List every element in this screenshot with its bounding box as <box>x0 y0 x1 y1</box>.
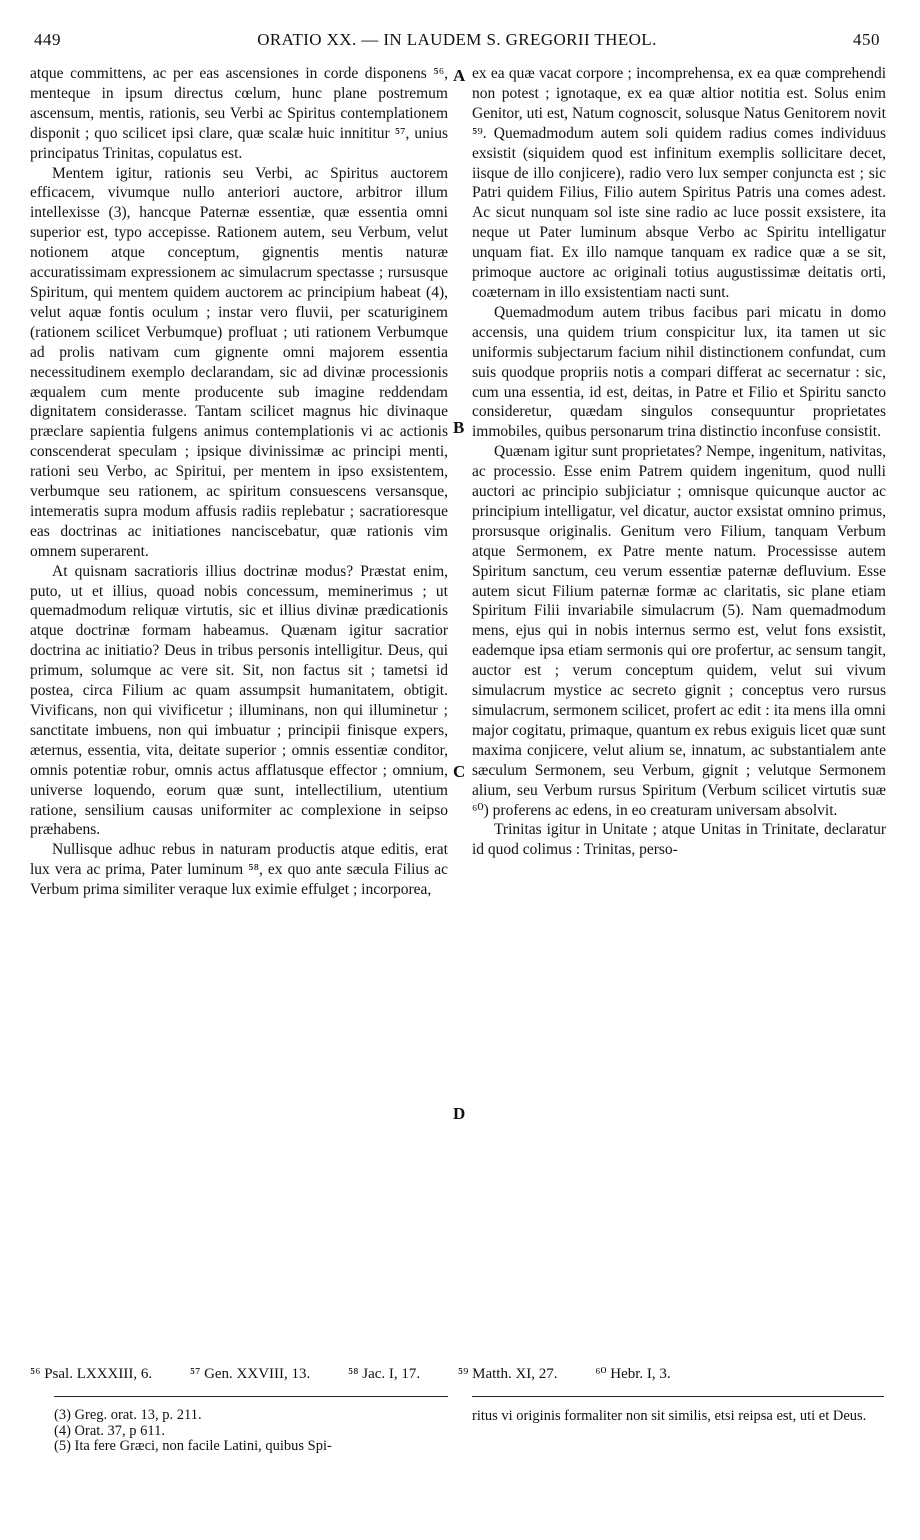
paragraph: Quænam igitur sunt proprietates? Nempe, ingenitum, nativitas, ac processio. Esse enim Patrem quidem ingenitum, quod nulli auctori ac principio subjiciatur ; omnisque quicunque auctor ac principium intelligatur, vel dicatur, auctor exsistat omnino primus, prorsusque originalis. Genitum vero Filium, tanquam Verbum atque Sermonem, ex Patre mente natum. Processisse autem Spiritum sanctum, ceu verum essentiæ paternæ defluvium. Esse autem sicut Filium paternæ formæ ac claritatis, sic plane etiam Spiritum Filii invariabile simulacrum (5). Nam quemadmodum mens, ejus qui in nobis internus sermo est, velut fons exsistit, eademque ipsa etiam sermonis qui ore profertur, ac sensum tangit, auctor est ; verum conceptum quidem, velut sui vivum simulacrum mystice ac secreto gignit ; conceptus vero rursus simulacrum, sermonem scilicet, profert ac edit : ita mens illa omni major cogitatu, primaque, quantum ex rebus exiguis licet quæ sunt maxima conjicere, velut alium se, innatum, ac substantialem ante sæculum Sermonem, seu Verbum, gignit ; velutque Sermonem alium, seu Verbum rursus Spiritum (Verbum scilicet virtutis suæ ⁶⁰) proferens ac edens, in eo creaturam universam absolvit. <box>472 443 886 819</box>
footnote: (3) Greg. orat. 13, p. 211. <box>54 1407 202 1423</box>
scripture-note: ⁵⁷ Gen. XXVIII, 13. <box>189 1366 311 1382</box>
footnotes-left <box>54 1408 448 1455</box>
right-column <box>472 64 886 860</box>
scripture-note: ⁶⁰ Hebr. I, 3. <box>595 1366 671 1382</box>
page-number-right: 450 <box>853 30 880 49</box>
margin-mark-c: C <box>453 762 466 781</box>
margin-mark-a: A <box>453 66 466 85</box>
scripture-note: ⁵⁶ Psal. LXXXIII, 6. <box>30 1366 153 1382</box>
paragraph: Quemadmodum autem tribus facibus pari micatu in domo accensis, una quidem trium conspicitur lux, ita tamen ut sic uniformis subjectarum facium nihil distinctionem confundat, cum suis quodque propriis notis a compari differat ac secernatur : sic, cum una essentia, id est, deitas, in Patre et Filio et Spiritu sancto consideretur, quædam singulos consequuntur proprietates immobiles, quibus personarum trina distinctio inconfuse consistit. <box>472 303 886 441</box>
scripture-note: ⁵⁸ Jac. I, 17. <box>348 1366 421 1382</box>
paragraph: Trinitas igitur in Unitate ; atque Unitas in Trinitate, declaratur id quod colimus : Trinitas, perso- <box>472 821 886 859</box>
page-number-left: 449 <box>34 30 61 49</box>
scripture-note: ⁵⁹ Matth. XI, 27. <box>457 1366 558 1382</box>
paragraph: atque committens, ac per eas ascensiones in corde disponens ⁵⁶, menteque in ipsum directus cœlum, hunc plane postremum ascensum, mentis, rationis, seu Verbi ac Spiritus contemplationem disponit ; quo scilicet ipsi clare, quæ scalæ huic innititur ⁵⁷, unius principatus Trinitas, copulatus est. <box>30 65 448 162</box>
margin-mark-b: B <box>453 418 465 437</box>
paragraph: Mentem igitur, rationis seu Verbi, ac Spiritus auctorem efficacem, vivumque nullo anteriori auctore, arbitror illum intellexisse (3), hancque Paternæ essentiæ, quæ essentia omni superior est, typo accepisse. Rationem autem, seu Verbum, velut notionem atque conceptum, gignentis mentis naturæ accuratissimam expressionem ac simulacrum spectasse ; rursusque Spiritum, qui mentem quidem auctorem ac principium habeat (4), velut aquæ fontis oculum ; instar vero fluvii, per scaturiginem (rationem scilicet Verbumque) profluat ; uti rationem Verbumque ad prolis nativam cum gignente omni majorem essentia necessitudinem exemplo declarandam, sic ad divinæ processionis æqualem cum mente producente sub imagine reddendam dignitatem considerasse. Tantam scilicet magnus hic divinaque præclare sapientia fulgens animus contemplationis vi ac actionis conscenderat speculam ; ipsique divinissimæ ac principi menti, rationi seu Verbo, ac Spiritui, per mentem in ipso exsistentem, verbumque seu rationem, ac spiritum consuescens versansque, intemeratis supra modum affusis radiis replebatur ; sacratioresque eas doctrinas ac initiationes nanciscebatur, quæ rationis vim omnem superarent. <box>30 164 448 560</box>
left-column <box>30 64 448 900</box>
footnote-divider-right <box>472 1396 884 1397</box>
scripture-references <box>30 1364 886 1383</box>
footnote-continuation: ritus vi originis formaliter non sit similis, etsi reipsa est, uti et Deus. <box>472 1408 867 1424</box>
running-header <box>34 30 880 56</box>
running-title: ORATIO XX. — IN LAUDEM S. GREGORII THEOL. <box>257 30 657 49</box>
paragraph: At quisnam sacratioris illius doctrinæ modus? Præstat enim, puto, ut et illius, quoad nobis concessum, meminerimus ; ut quemadmodum reliquæ virtutis, sic et illius divinæ prædicationis atque doctrinæ formam habeamus. Quænam igitur sacratior doctrina ac initiatio? Deus in tribus personis intelligitur. Deus, qui primum, solumque ac vere sit. Sit, non factus sit ; tametsi id postea, circa Filium ac quam assumpsit humanitatem, obtigit. Vivificans, non qui vivificetur ; illuminans, non qui illuminetur ; sanctitate imbuens, non qui imbuatur ; principii finisque expers, æternus, essentia, vita, deitate superior ; omnis essentiæ conditor, omnis potentiæ robur, omnis actus afflatusque effector ; omnium, universe loquendo, eorum quæ sunt, intellectilium, utentium ratione, sensilium causas uniformiter ac complexione in seipso præhabens. <box>30 562 448 839</box>
paragraph: Nullisque adhuc rebus in naturam productis atque editis, erat lux vera ac prima, Pater luminum ⁵⁸, ex quo ante sæcula Filius ac Verbum prima similiter veraque lux eximie effulget ; incorporea, <box>30 841 448 899</box>
footnote: (5) Ita fere Græci, non facile Latini, quibus Spi- <box>54 1438 332 1454</box>
footnote: (4) Orat. 37, p 611. <box>54 1422 166 1439</box>
margin-mark-d: D <box>453 1104 466 1123</box>
footnote-divider-left <box>54 1396 448 1397</box>
paragraph: ex ea quæ vacat corpore ; incomprehensa, ex ea quæ comprehendi non potest ; ignotaque, ex ea quæ altior notitia est. Solus enim Genitor, uti est, Natum cognoscit, solusque Natus Genitorem novit ⁵⁹. Quemadmodum autem soli quidem radius comes individuus exsistit (siquidem quod est infinitum exemplis sollicitare decet, iisque de illo conjicere), radio vero lux semper conjuncta est ; sic Patri quidem Filius, Filio autem Spiritus Patris una comes adest. Ac sicut nunquam sol iste sine radio ac luce possit exsistere, ita neque ut Pater luminum absque Verbo ac Spiritu intelligatur unquam fiat. Ex illo namque tanquam ex radice quæ a se sit, primoque auctore ac originali totius augustissimæ deitatis orti, coæternam in illo exsistentiam nacti sunt. <box>472 65 886 301</box>
